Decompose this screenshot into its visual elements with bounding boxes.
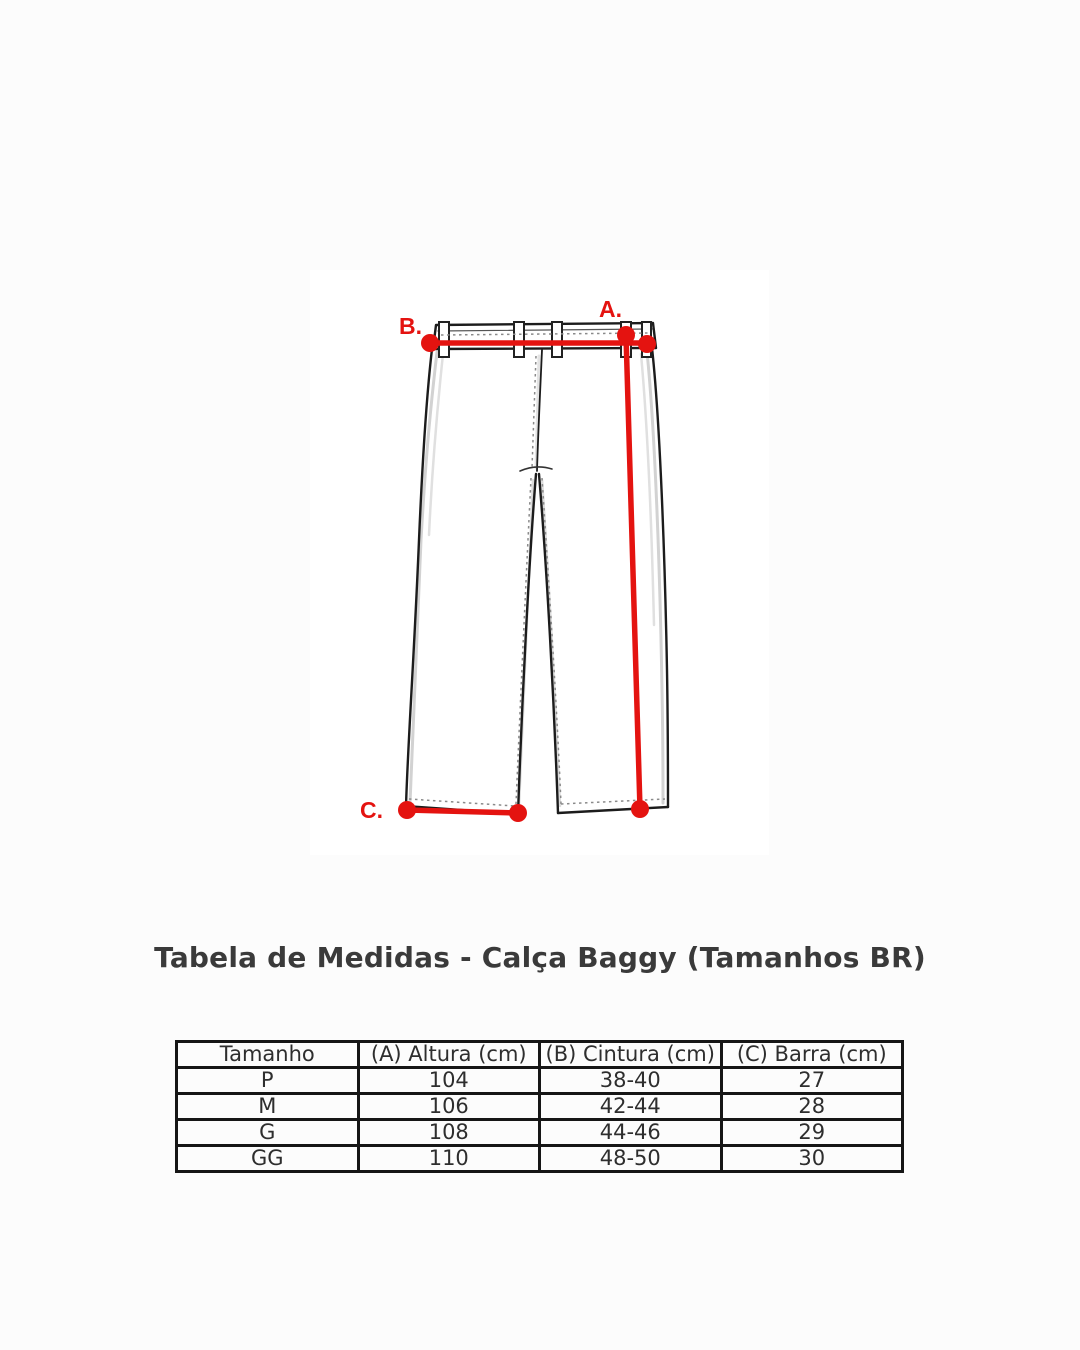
measure-dot (421, 334, 439, 352)
table-cell: 104 (358, 1068, 540, 1094)
measure-dot (509, 804, 527, 822)
table-cell: 48-50 (540, 1146, 722, 1172)
belt-loop (552, 322, 562, 357)
header-cell-tamanho: Tamanho (177, 1042, 359, 1068)
header-cell-altura: (A) Altura (cm) (358, 1042, 540, 1068)
table-header-row (177, 1042, 903, 1068)
belt-loop (514, 322, 524, 357)
table-cell: 29 (721, 1120, 903, 1146)
table-cell: 38-40 (540, 1068, 722, 1094)
belt-loop (439, 322, 449, 357)
size-table (175, 1040, 904, 1173)
page-title: Tabela de Medidas - Calça Baggy (Tamanhos BR) (154, 941, 926, 974)
header-cell-cintura: (B) Cintura (cm) (540, 1042, 722, 1068)
table-row-p (177, 1068, 903, 1094)
measure-dot (398, 801, 416, 819)
measure-dot (631, 800, 649, 818)
measure-label-c: C. (360, 797, 383, 823)
table-cell: 42-44 (540, 1094, 722, 1120)
table-row-gg (177, 1146, 903, 1172)
table-cell: 30 (721, 1146, 903, 1172)
measure-label-b: B. (399, 313, 422, 339)
measure-dot (638, 335, 656, 353)
measure-dot (617, 326, 635, 344)
table-cell: G (177, 1120, 359, 1146)
table-cell: GG (177, 1146, 359, 1172)
table-cell: 108 (358, 1120, 540, 1146)
table-cell: M (177, 1094, 359, 1120)
measure-label-a: A. (599, 296, 622, 322)
table-cell: P (177, 1068, 359, 1094)
table-cell: 27 (721, 1068, 903, 1094)
table-cell: 28 (721, 1094, 903, 1120)
table-cell: 110 (358, 1146, 540, 1172)
table-row-g (177, 1120, 903, 1146)
table-row-m (177, 1094, 903, 1120)
measure-line-c (407, 810, 518, 813)
header-cell-barra: (C) Barra (cm) (721, 1042, 903, 1068)
table-cell: 106 (358, 1094, 540, 1120)
table-cell: 44-46 (540, 1120, 722, 1146)
